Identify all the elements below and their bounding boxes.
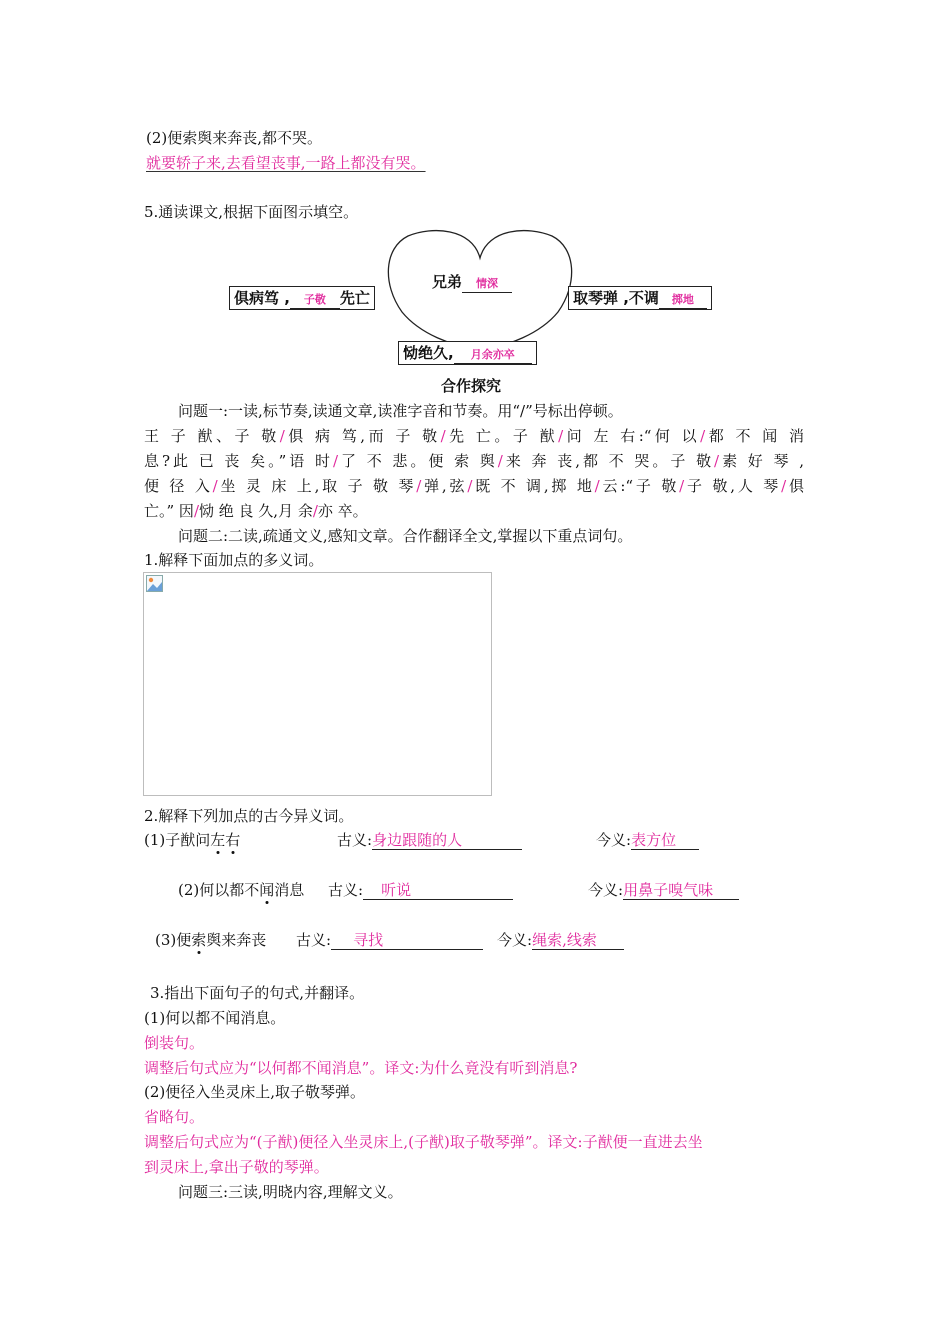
pause-slash: / [497,452,503,470]
left-box-answer: 子敬 [290,292,340,309]
ex2-item-3 [155,930,266,950]
ex3-sentence-1-answer: 调整后句式应为“以何都不闻消息”。译文:为什么竟没有听到消息? [144,1059,578,1077]
right-box-answer: 掷地 [659,292,707,309]
broken-image-icon [146,575,164,593]
ex3-sentence-2-answer-line-1: 调整后句式应为“(子猷)便径入坐灵床上,(子猷)取子敬琴弹”。译文:子猷便一直进去坐 [144,1133,703,1151]
right-box-prefix: 取琴弹 ,不调 [573,289,659,307]
passage-segment: 先 亡。子 猷 [445,427,559,445]
ex2-item-1-jin [596,830,699,850]
dotted-char: 左 [210,831,226,849]
passage-segment: 都 不 闻 消 [705,427,804,445]
left-box [229,286,375,310]
ex2-item-2-jin [588,880,739,900]
passage-segment: 子 敬,人 琴 [684,477,782,495]
coop-heading: 合作探究 [441,377,502,395]
heart-text [432,272,512,293]
exercise-1-title: 1.解释下面加点的多义词。 [144,551,324,569]
ex3-sentence-2: (2)便径入坐灵床上,取子敬琴弹。 [144,1083,366,1101]
sentence-text: 舆来奔丧 [206,931,267,949]
dotted-char: 索 [191,931,207,949]
passage-segment: 来 奔 丧,都 不 哭。子 敬 [502,452,715,470]
section-5-title: 5.通读课文,根据下面图示填空。 [144,203,359,221]
pause-slash: / [312,502,318,520]
exercise-3-title: 3.指出下面句子的句式,并翻译。 [150,984,365,1002]
answer-4-2: 就要轿子来,去看望丧事,一路上都没有哭。 [146,154,426,172]
passage-segment: 弹,弦 [421,477,468,495]
coop-question-2: 问题二:二读,疏通文义,感知文章。合作翻译全文,掌握以下重点词句。 [178,527,633,545]
pause-slash: / [700,427,706,445]
sentence-text: 何以都不 [199,881,260,899]
ex2-item-3-jin [497,930,624,950]
ex2-item-2 [178,880,304,900]
dotted-char: 右 [225,831,241,849]
ex3-sentence-2-answer-line-2: 到灵床上,拿出子敬的琴弹。 [144,1158,329,1176]
sentence-text: 子猷问 [165,831,211,849]
ex2-item-1 [144,830,240,850]
gu-answer: 听说 [363,881,513,900]
sentence-text: 消息 [274,881,305,899]
passage-segment: 王 子 猷、子 敬 [144,427,280,445]
jin-answer: 用鼻子嗅气味 [623,881,739,900]
right-box [568,286,712,310]
ex2-item-2-gu [328,880,513,900]
bottom-box-answer: 月余亦卒 [454,347,532,364]
pause-slash: / [212,477,218,495]
jin-answer: 绳索,线索 [532,931,624,950]
passage-segment: 俱 病 笃,而 子 敬 [284,427,441,445]
pause-slash: / [332,452,338,470]
passage-line-1 [144,426,804,446]
passage-segment: 既 不 调,掷 地 [472,477,595,495]
item-number: (2) [178,881,200,899]
pause-slash: / [416,477,422,495]
item-number: (3) [155,931,177,949]
exercise-2-title: 2.解释下列加点的古今异义词。 [144,807,354,825]
ex3-sentence-1: (1)何以都不闻消息。 [144,1009,286,1027]
gu-answer: 身边跟随的人 [372,831,522,850]
ex2-item-3-gu [296,930,483,950]
pause-slash: / [714,452,720,470]
passage-line-4 [144,501,368,521]
bottom-box [398,341,537,365]
pause-slash: / [193,502,199,520]
passage-segment: 便 径 入 [144,477,213,495]
passage-segment: 俱 [786,477,804,495]
passage-segment: 恸 绝 良 久,月 余 [199,502,313,520]
gu-label: 古义: [337,831,373,849]
coop-question-3: 问题三:三读,明晓内容,理解文义。 [178,1183,403,1201]
passage-segment: 亦 卒。 [317,502,368,520]
pause-slash: / [279,427,285,445]
dotted-char: 闻 [259,881,275,899]
pause-slash: / [440,427,446,445]
coop-question-1: 问题一:一读,标节奏,读通文章,读准字音和节奏。用“/”号标出停顿。 [178,402,623,420]
pause-slash: / [781,477,787,495]
left-box-prefix: 俱病笃 , [234,289,290,307]
jin-label: 今义: [497,931,533,949]
passage-segment: 云:“子 敬 [599,477,680,495]
heart-label: 兄弟 [432,273,463,291]
question-4-2: (2)便索舆来奔丧,都不哭。 [146,129,323,147]
left-box-suffix: 先亡 [339,289,370,307]
jin-label: 今义: [596,831,632,849]
passage-segment: 了 不 悲。便 索 舆 [338,452,498,470]
pause-slash: / [594,477,600,495]
passage-line-3 [144,476,804,496]
ex3-sentence-2-type: 省略句。 [144,1108,205,1126]
passage-segment: 坐 灵 床 上,取 子 敬 琴 [217,477,417,495]
heart-answer: 情深 [462,276,512,293]
passage-segment: 素 好 琴 , [719,452,805,470]
gu-label: 古义: [296,931,332,949]
pause-slash: / [467,477,473,495]
passage-segment: 问 左 右:“何 以 [563,427,701,445]
ex3-sentence-1-type: 倒装句。 [144,1034,205,1052]
gu-answer: 寻找 [331,931,483,950]
broken-image-frame [143,572,492,796]
ex2-item-1-gu [337,830,522,850]
jin-answer: 表方位 [631,831,699,850]
pause-slash: / [558,427,564,445]
passage-segment: 亡。” 因 [144,502,194,520]
bottom-box-prefix: 恸绝久, [403,344,454,362]
passage-line-2 [144,451,804,471]
passage-segment: 息?此 已 丧 矣。”语 时 [144,452,333,470]
gu-label: 古义: [328,881,364,899]
item-number: (1) [144,831,166,849]
pause-slash: / [679,477,685,495]
sentence-text: 便 [176,931,192,949]
jin-label: 今义: [588,881,624,899]
